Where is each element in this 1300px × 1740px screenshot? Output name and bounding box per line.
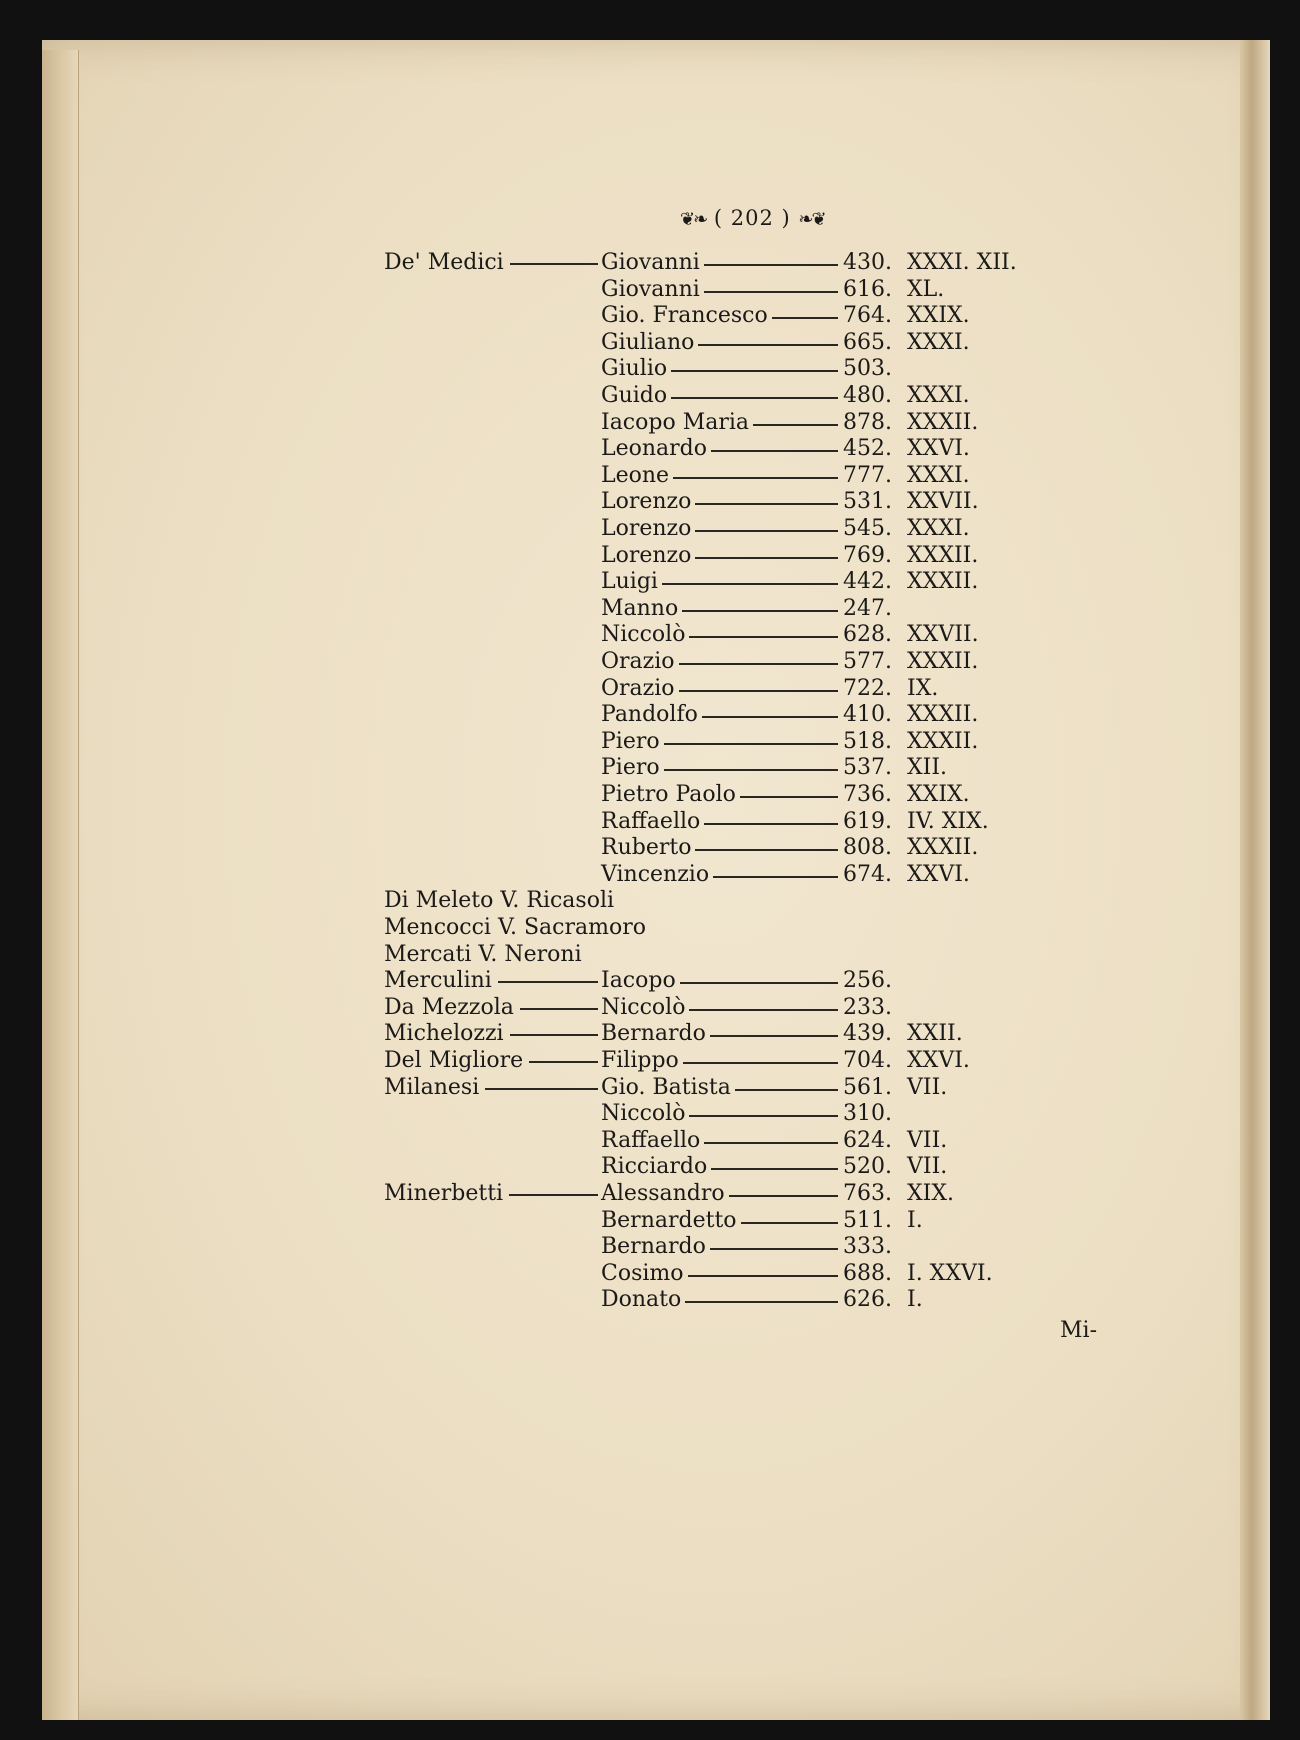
entry-reference: XXXI. bbox=[907, 383, 970, 408]
entry-reference: IX. bbox=[907, 675, 939, 701]
entry-surname: Mercati V. Neroni bbox=[384, 941, 582, 967]
leader-dash bbox=[683, 1062, 838, 1064]
entry-given-name: Niccolò bbox=[601, 622, 686, 648]
leader-dash bbox=[520, 1008, 598, 1010]
entry-number: 878. bbox=[843, 409, 892, 435]
entry-given-name: Vincenzio bbox=[601, 861, 710, 887]
leader-dash bbox=[729, 1195, 838, 1197]
leader-dash bbox=[704, 291, 838, 293]
entry-number: 619. bbox=[843, 808, 892, 834]
entry-number: 777. bbox=[843, 462, 892, 488]
entry-given-name: Donato bbox=[601, 1287, 682, 1313]
entry-number: 511. bbox=[843, 1207, 892, 1233]
leader-dash bbox=[498, 981, 598, 983]
leader-dash bbox=[509, 1194, 598, 1196]
leader-dash bbox=[664, 769, 838, 771]
leader-dash bbox=[695, 557, 838, 559]
leader-dash bbox=[529, 1061, 598, 1063]
entry-given-name: Giulio bbox=[601, 356, 668, 382]
entry-reference: XXXII. bbox=[907, 542, 979, 568]
entry-reference: XXXII. bbox=[907, 649, 979, 674]
entry-given-name: Gio. Francesco bbox=[601, 303, 768, 329]
entry-surname: Mencocci V. Sacramoro bbox=[384, 915, 646, 940]
leader-dash bbox=[673, 477, 838, 479]
entry-given-name: Ricciardo bbox=[601, 1154, 708, 1180]
entry-surname: Minerbetti bbox=[384, 1181, 504, 1206]
entry-given-name: Filippo bbox=[601, 1048, 679, 1073]
entry-surname: Merculini bbox=[384, 968, 492, 994]
leader-dash bbox=[688, 1275, 838, 1277]
entry-given-name: Giuliano bbox=[601, 329, 695, 355]
entry-number: 503. bbox=[843, 356, 892, 382]
entry-surname: Da Mezzola bbox=[384, 994, 514, 1020]
entry-number: 628. bbox=[843, 622, 892, 648]
leader-dash bbox=[740, 796, 838, 798]
leader-dash bbox=[704, 264, 838, 266]
leader-dash bbox=[689, 1115, 838, 1117]
entry-given-name: Iacopo Maria bbox=[601, 409, 750, 435]
ornament-right-icon: ❧❦ bbox=[798, 209, 825, 230]
entry-given-name: Piero bbox=[601, 728, 660, 754]
entry-number: 531. bbox=[843, 489, 892, 515]
leader-dash bbox=[704, 823, 838, 825]
leader-dash bbox=[741, 1222, 838, 1224]
leader-dash bbox=[682, 610, 838, 612]
entry-number: 442. bbox=[843, 569, 892, 595]
entry-reference: XXXII. bbox=[907, 702, 979, 728]
leader-dash bbox=[510, 263, 598, 265]
entry-given-name: Giovanni bbox=[601, 250, 700, 275]
entry-surname: De' Medici bbox=[384, 250, 504, 275]
entry-reference: XXXII. bbox=[907, 835, 979, 861]
entry-given-name: Niccolò bbox=[601, 994, 686, 1020]
entry-number: 688. bbox=[843, 1260, 892, 1286]
entry-given-name: Bernardo bbox=[601, 1021, 706, 1047]
entry-number: 452. bbox=[843, 436, 892, 462]
leader-dash bbox=[671, 370, 838, 372]
entry-reference: XXVI. bbox=[907, 1048, 970, 1073]
leader-dash bbox=[510, 1034, 598, 1036]
entry-reference: XXXI. bbox=[907, 462, 970, 488]
entry-number: 561. bbox=[843, 1074, 892, 1100]
entry-reference: XII. bbox=[907, 755, 948, 781]
entry-given-name: Leone bbox=[601, 462, 670, 488]
entry-number: 439. bbox=[843, 1021, 892, 1047]
leader-dash bbox=[664, 743, 838, 745]
entry-given-name: Luigi bbox=[601, 569, 658, 595]
leader-dash bbox=[671, 397, 838, 399]
entry-reference: I. bbox=[907, 1207, 923, 1233]
entry-number: 333. bbox=[843, 1234, 892, 1260]
entry-reference: I. bbox=[907, 1287, 923, 1313]
entry-number: 310. bbox=[843, 1101, 892, 1127]
entry-given-name: Niccolò bbox=[601, 1101, 686, 1127]
leader-dash bbox=[735, 1089, 838, 1091]
entry-given-name: Pandolfo bbox=[601, 702, 698, 728]
entry-number: 722. bbox=[843, 675, 892, 701]
entry-number: 674. bbox=[843, 861, 892, 887]
leader-dash bbox=[680, 982, 838, 984]
entry-given-name: Orazio bbox=[601, 675, 675, 701]
leader-dash bbox=[711, 450, 838, 452]
entry-number: 736. bbox=[843, 782, 892, 807]
leader-dash bbox=[689, 1009, 838, 1011]
entry-number: 616. bbox=[843, 276, 892, 302]
leader-dash bbox=[698, 344, 838, 346]
leader-dash bbox=[662, 583, 838, 585]
entry-reference: VII. bbox=[907, 1154, 948, 1180]
entry-surname: Milanesi bbox=[384, 1074, 480, 1100]
leader-dash bbox=[713, 876, 838, 878]
leader-dash bbox=[485, 1088, 598, 1090]
entry-number: 665. bbox=[843, 329, 892, 355]
entry-reference: XXVI. bbox=[907, 436, 970, 462]
entry-number: 577. bbox=[843, 649, 892, 674]
entry-given-name: Lorenzo bbox=[601, 489, 692, 515]
leader-dash bbox=[679, 690, 838, 692]
entry-given-name: Raffaello bbox=[601, 808, 701, 834]
entry-given-name: Lorenzo bbox=[601, 542, 692, 568]
leader-dash bbox=[710, 1035, 838, 1037]
leader-dash bbox=[710, 1248, 838, 1250]
entry-reference: XIX. bbox=[907, 1181, 955, 1206]
leader-dash bbox=[679, 663, 838, 665]
entry-number: 247. bbox=[843, 595, 892, 621]
entry-given-name: Manno bbox=[601, 595, 679, 621]
entry-number: 764. bbox=[843, 303, 892, 329]
entry-reference: IV. XIX. bbox=[907, 808, 989, 834]
entry-reference: XXIX. bbox=[907, 782, 970, 807]
page-number: ( 202 ) bbox=[713, 206, 791, 230]
entry-surname: Del Migliore bbox=[384, 1048, 524, 1073]
entry-reference: VII. bbox=[907, 1074, 948, 1100]
leader-dash bbox=[772, 317, 838, 319]
entry-number: 769. bbox=[843, 542, 892, 568]
leader-dash bbox=[753, 424, 838, 426]
entry-reference: XXVI. bbox=[907, 861, 970, 887]
leader-dash bbox=[695, 530, 838, 532]
entry-given-name: Guido bbox=[601, 383, 668, 408]
entry-reference: XXXI. bbox=[907, 329, 970, 355]
entry-number: 480. bbox=[843, 383, 892, 408]
entry-reference: XXVII. bbox=[907, 622, 979, 648]
entry-number: 410. bbox=[843, 702, 892, 728]
leader-dash bbox=[685, 1301, 838, 1303]
catchword: Mi- bbox=[1060, 1318, 1097, 1343]
entry-number: 430. bbox=[843, 250, 892, 275]
entry-number: 763. bbox=[843, 1181, 892, 1206]
entry-reference: XXXII. bbox=[907, 409, 979, 435]
entry-given-name: Giovanni bbox=[601, 276, 700, 302]
entry-reference: XXXI. bbox=[907, 516, 970, 541]
entry-given-name: Orazio bbox=[601, 649, 675, 674]
entry-given-name: Cosimo bbox=[601, 1260, 684, 1286]
entry-given-name: Leonardo bbox=[601, 436, 708, 462]
page-header bbox=[680, 206, 825, 230]
entry-given-name: Ruberto bbox=[601, 835, 692, 861]
entry-number: 537. bbox=[843, 755, 892, 781]
entry-given-name: Pietro Paolo bbox=[601, 782, 736, 807]
entry-given-name: Bernardetto bbox=[601, 1207, 737, 1233]
leader-dash bbox=[711, 1168, 838, 1170]
entry-reference: VII. bbox=[907, 1127, 948, 1153]
entry-reference: XL. bbox=[907, 276, 945, 302]
entry-given-name: Raffaello bbox=[601, 1127, 701, 1153]
entry-given-name: Iacopo bbox=[601, 968, 676, 994]
entry-number: 704. bbox=[843, 1048, 892, 1073]
ornament-left-icon: ❦❧ bbox=[680, 209, 707, 230]
entry-given-name: Piero bbox=[601, 755, 660, 781]
leader-dash bbox=[695, 503, 838, 505]
entry-given-name: Bernardo bbox=[601, 1234, 706, 1260]
entry-surname: Di Meleto V. Ricasoli bbox=[384, 888, 615, 914]
leader-dash bbox=[704, 1142, 838, 1144]
entry-number: 520. bbox=[843, 1154, 892, 1180]
entry-number: 808. bbox=[843, 835, 892, 861]
entry-given-name: Gio. Batista bbox=[601, 1074, 731, 1100]
entry-reference: XXVII. bbox=[907, 489, 979, 515]
entry-reference: XXXII. bbox=[907, 728, 979, 754]
entry-number: 518. bbox=[843, 728, 892, 754]
entry-reference: XXIX. bbox=[907, 303, 970, 329]
entry-given-name: Alessandro bbox=[601, 1181, 725, 1206]
entry-number: 624. bbox=[843, 1127, 892, 1153]
leader-dash bbox=[689, 636, 838, 638]
entry-reference: XXXI. XII. bbox=[907, 250, 1017, 275]
entry-number: 256. bbox=[843, 968, 892, 994]
entry-number: 626. bbox=[843, 1287, 892, 1313]
leader-dash bbox=[702, 716, 838, 718]
entry-reference: XXXII. bbox=[907, 569, 979, 595]
entry-reference: XXII. bbox=[907, 1021, 963, 1047]
entry-reference: I. XXVI. bbox=[907, 1260, 993, 1286]
entry-surname: Michelozzi bbox=[384, 1021, 504, 1047]
entry-number: 233. bbox=[843, 994, 892, 1020]
entry-given-name: Lorenzo bbox=[601, 516, 692, 541]
entry-number: 545. bbox=[843, 516, 892, 541]
leader-dash bbox=[695, 849, 838, 851]
